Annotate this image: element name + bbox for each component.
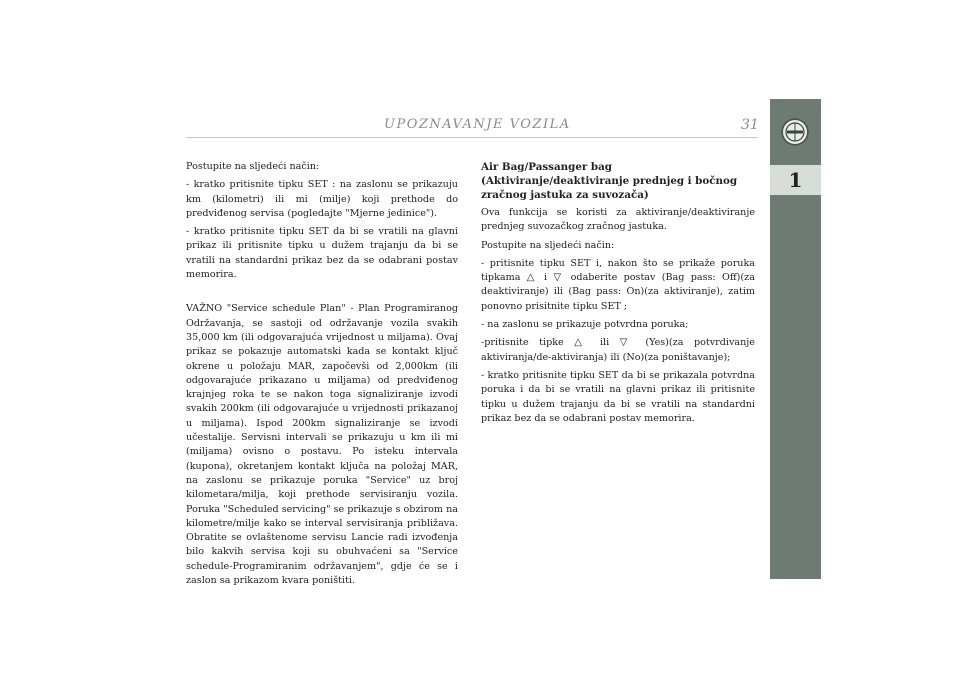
running-header: UPOZNAVANJE VOZILA: [384, 117, 571, 132]
down-triangle-icon: ▽: [619, 337, 635, 349]
paragraph: Ova funkcija se koristi za aktiviranje/deaktiviranje prednjeg suvozačkog zračnog jastuka.: [481, 207, 755, 233]
section-heading: Air Bag/Passanger bag (Aktiviranje/deaktiviranje prednjeg i bočnog zračnog jastuka za suvozača): [481, 161, 738, 201]
right-column: [481, 160, 755, 430]
up-triangle-icon: △: [574, 337, 590, 349]
paragraph: -pritisnite tipke △ ili ▽ (Yes)(za potvrdivanje aktiviranja/de-aktiviranja) ili (No)(za poništavanje);: [481, 337, 755, 363]
page-number: 31: [741, 117, 759, 133]
paragraph: - pritisnite tipku SET i, nakon što se prikaže poruka tipkama △ i ▽ odaberite postav (Bag pass: Off)(za deaktiviranje) ili (Bag pass: On)(za aktiviranje), zatim ponovno prisitnite tipku SET ;: [481, 257, 755, 312]
paragraph: - kratko pritisnite tipku SET da bi se vratili na glavni prikaz ili pritisnite tipku u dužem trajanju da bi se vratili na standardni prikaz bez da se odabrani postav memorira.: [186, 226, 458, 281]
header-rule: [186, 137, 758, 138]
left-column: [186, 160, 458, 592]
paragraph: Postupite na sljedeći način:: [186, 161, 320, 172]
important-note: VAŽNO "Service schedule Plan" - Plan Programiranog Održavanja, se sastoji od održavanje vozila svakih 35,000 km (ili odgovarajuća vrijednost u miljama). Ovaj prikaz se pokazuje automatski kada se kontakt ključ okrene u položaju MAR, započevši od 2,000km (ili odgovarajuće prikazano u miljama) od predviđenog krajnjeg roka te se nakon toga signaliziranje izvodi svakih 200km (ili odgovarajuće u vrijednosti prikazanoj u miljama). Ispod 200km signaliziranje se izvodi učestalije. Servisni intervali se prikazuju u km ili mi (miljama) ovisno o postavu. Po isteku intervala (kupona), okretanjem kontakt ključa na položaj MAR, na zaslonu se prikazuje poruka "Service" uz broj kilometara/milja, koji prethode servisiranju vozila. Poruka "Scheduled servicing" se prikazuje s obzirom na kilometre/milje kako se interval servisiranja približava. Obratite se ovlaštenome servisu Lancie radi izvođenja bilo kakvih servisa koji su obuhvaćeni sa "Service schedule-Programiranim održavanjem", gdje će se i zaslon sa prikazom kvara poništiti.: [186, 303, 458, 587]
up-triangle-icon: △: [526, 272, 538, 284]
down-triangle-icon: ▽: [553, 272, 565, 284]
paragraph: - kratko pritisnite tipku SET : na zaslonu se prikazuju km (kilometri) ili mi (milje) koji prethode do predviđenog servisa (pogledajte "Mjerne jedinice").: [186, 179, 458, 219]
paragraph: - na zaslonu se prikazuje potvrdna poruka;: [481, 319, 689, 331]
paragraph: - kratko pritisnite tipku SET da bi se prikazala potvrdna poruka i da bi se vratili na glavni prikaz ili pritisnite tipku u dužem trajanju da bi se vratili na standardni prikaz bez da se odabrani postav memorira.: [481, 369, 755, 424]
chapter-number: 1: [770, 165, 821, 195]
paragraph: Postupite na sljedeći način:: [481, 239, 615, 251]
lancia-logo-icon: [781, 118, 809, 146]
